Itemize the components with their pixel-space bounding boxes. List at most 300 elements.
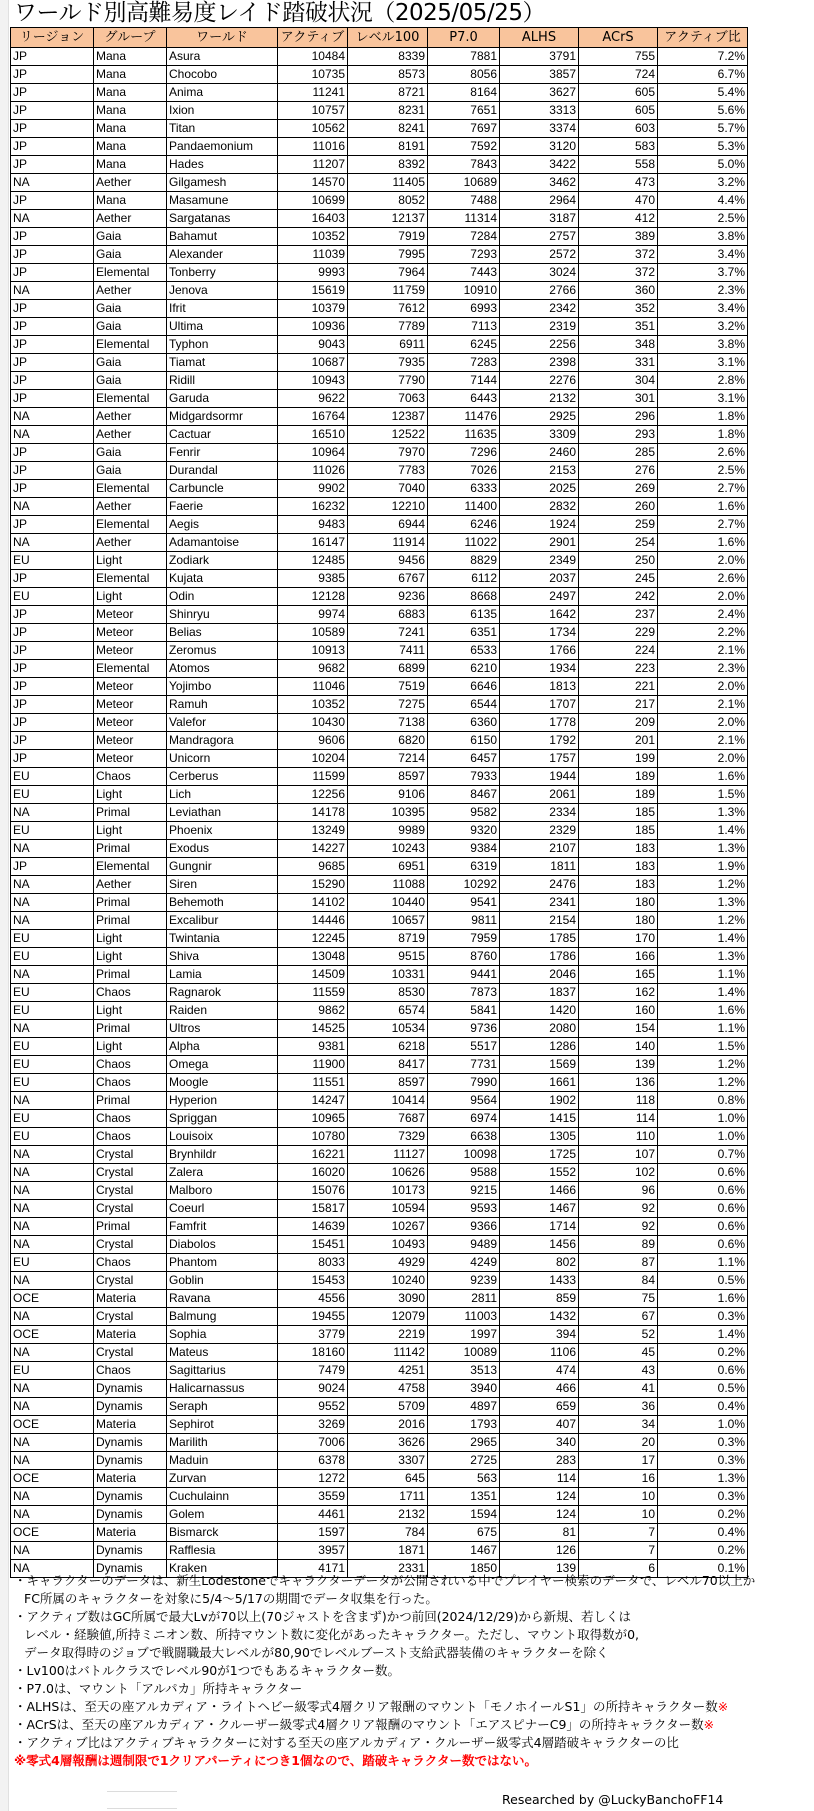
cell-active-ratio[interactable]: 2.3% <box>658 282 748 300</box>
cell-alhs[interactable]: 283 <box>500 1452 579 1470</box>
cell-active-ratio[interactable]: 2.1% <box>658 696 748 714</box>
cell-level100[interactable]: 8191 <box>348 138 428 156</box>
cell-group[interactable]: Primal <box>94 1092 167 1110</box>
cell-region[interactable]: JP <box>11 606 94 624</box>
cell-level100[interactable]: 7919 <box>348 228 428 246</box>
cell-acrs[interactable]: 470 <box>579 192 658 210</box>
cell-region[interactable]: JP <box>11 102 94 120</box>
cell-p70[interactable]: 6974 <box>428 1110 500 1128</box>
cell-active-ratio[interactable]: 2.6% <box>658 444 748 462</box>
cell-acrs[interactable]: 372 <box>579 264 658 282</box>
cell-region[interactable]: JP <box>11 750 94 768</box>
cell-level100[interactable]: 3307 <box>348 1452 428 1470</box>
cell-active[interactable]: 9685 <box>278 858 348 876</box>
cell-group[interactable]: Aether <box>94 282 167 300</box>
cell-alhs[interactable]: 1661 <box>500 1074 579 1092</box>
cell-group[interactable]: Mana <box>94 84 167 102</box>
cell-alhs[interactable]: 3857 <box>500 66 579 84</box>
cell-world[interactable]: Sephirot <box>167 1416 278 1434</box>
cell-group[interactable]: Aether <box>94 408 167 426</box>
cell-active-ratio[interactable]: 1.0% <box>658 1128 748 1146</box>
cell-active[interactable]: 7006 <box>278 1434 348 1452</box>
cell-region[interactable]: JP <box>11 264 94 282</box>
cell-acrs[interactable]: 260 <box>579 498 658 516</box>
cell-active-ratio[interactable]: 0.6% <box>658 1362 748 1380</box>
cell-acrs[interactable]: 224 <box>579 642 658 660</box>
cell-level100[interactable]: 7783 <box>348 462 428 480</box>
cell-level100[interactable]: 11759 <box>348 282 428 300</box>
cell-active-ratio[interactable]: 1.1% <box>658 1254 748 1272</box>
cell-world[interactable]: Hades <box>167 156 278 174</box>
cell-level100[interactable]: 10240 <box>348 1272 428 1290</box>
cell-world[interactable]: Famfrit <box>167 1218 278 1236</box>
cell-region[interactable]: JP <box>11 300 94 318</box>
cell-region[interactable]: JP <box>11 516 94 534</box>
cell-level100[interactable]: 7970 <box>348 444 428 462</box>
cell-active-ratio[interactable]: 3.1% <box>658 390 748 408</box>
cell-group[interactable]: Primal <box>94 804 167 822</box>
cell-alhs[interactable]: 1714 <box>500 1218 579 1236</box>
cell-level100[interactable]: 6911 <box>348 336 428 354</box>
cell-acrs[interactable]: 10 <box>579 1488 658 1506</box>
cell-level100[interactable]: 5709 <box>348 1398 428 1416</box>
cell-region[interactable]: NA <box>11 1092 94 1110</box>
cell-world[interactable]: Zeromus <box>167 642 278 660</box>
cell-group[interactable]: Meteor <box>94 732 167 750</box>
cell-region[interactable]: NA <box>11 894 94 912</box>
cell-group[interactable]: Meteor <box>94 714 167 732</box>
cell-world[interactable]: Alexander <box>167 246 278 264</box>
header-region[interactable]: リージョン <box>11 28 94 48</box>
cell-level100[interactable]: 10534 <box>348 1020 428 1038</box>
cell-p70[interactable]: 675 <box>428 1524 500 1542</box>
cell-world[interactable]: Durandal <box>167 462 278 480</box>
cell-acrs[interactable]: 89 <box>579 1236 658 1254</box>
cell-alhs[interactable]: 2061 <box>500 786 579 804</box>
cell-active-ratio[interactable]: 1.0% <box>658 1110 748 1128</box>
cell-region[interactable]: JP <box>11 372 94 390</box>
cell-active[interactable]: 10352 <box>278 696 348 714</box>
cell-p70[interactable]: 8164 <box>428 84 500 102</box>
cell-active[interactable]: 6378 <box>278 1452 348 1470</box>
cell-active-ratio[interactable]: 2.0% <box>658 552 748 570</box>
cell-region[interactable]: EU <box>11 1128 94 1146</box>
cell-region[interactable]: EU <box>11 786 94 804</box>
cell-level100[interactable]: 7964 <box>348 264 428 282</box>
cell-active-ratio[interactable]: 0.5% <box>658 1272 748 1290</box>
cell-group[interactable]: Primal <box>94 894 167 912</box>
cell-active-ratio[interactable]: 0.2% <box>658 1344 748 1362</box>
cell-active[interactable]: 10964 <box>278 444 348 462</box>
cell-level100[interactable]: 10493 <box>348 1236 428 1254</box>
cell-region[interactable]: OCE <box>11 1416 94 1434</box>
cell-alhs[interactable]: 659 <box>500 1398 579 1416</box>
cell-acrs[interactable]: 185 <box>579 804 658 822</box>
cell-group[interactable]: Light <box>94 1038 167 1056</box>
cell-level100[interactable]: 12079 <box>348 1308 428 1326</box>
cell-acrs[interactable]: 92 <box>579 1218 658 1236</box>
cell-region[interactable]: JP <box>11 138 94 156</box>
cell-level100[interactable]: 7329 <box>348 1128 428 1146</box>
cell-active-ratio[interactable]: 3.8% <box>658 336 748 354</box>
header-active-ratio[interactable]: アクティブ比 <box>658 28 748 48</box>
cell-alhs[interactable]: 1552 <box>500 1164 579 1182</box>
cell-active[interactable]: 14247 <box>278 1092 348 1110</box>
cell-alhs[interactable]: 1707 <box>500 696 579 714</box>
cell-world[interactable]: Midgardsormr <box>167 408 278 426</box>
header-group[interactable]: グループ <box>94 28 167 48</box>
cell-world[interactable]: Behemoth <box>167 894 278 912</box>
cell-group[interactable]: Gaia <box>94 300 167 318</box>
cell-level100[interactable]: 12387 <box>348 408 428 426</box>
cell-group[interactable]: Meteor <box>94 642 167 660</box>
cell-world[interactable]: Shiva <box>167 948 278 966</box>
cell-group[interactable]: Meteor <box>94 696 167 714</box>
cell-alhs[interactable]: 1757 <box>500 750 579 768</box>
cell-level100[interactable]: 10657 <box>348 912 428 930</box>
cell-level100[interactable]: 11127 <box>348 1146 428 1164</box>
cell-level100[interactable]: 8417 <box>348 1056 428 1074</box>
cell-p70[interactable]: 11476 <box>428 408 500 426</box>
cell-acrs[interactable]: 114 <box>579 1110 658 1128</box>
cell-active[interactable]: 10780 <box>278 1128 348 1146</box>
cell-world[interactable]: Anima <box>167 84 278 102</box>
cell-active[interactable]: 16764 <box>278 408 348 426</box>
cell-active-ratio[interactable]: 5.7% <box>658 120 748 138</box>
cell-p70[interactable]: 7990 <box>428 1074 500 1092</box>
cell-world[interactable]: Fenrir <box>167 444 278 462</box>
cell-world[interactable]: Sophia <box>167 1326 278 1344</box>
cell-level100[interactable]: 8530 <box>348 984 428 1002</box>
cell-level100[interactable]: 9989 <box>348 822 428 840</box>
cell-p70[interactable]: 11022 <box>428 534 500 552</box>
cell-p70[interactable]: 7959 <box>428 930 500 948</box>
cell-active-ratio[interactable]: 0.3% <box>658 1488 748 1506</box>
cell-acrs[interactable]: 755 <box>579 48 658 66</box>
cell-p70[interactable]: 6150 <box>428 732 500 750</box>
cell-region[interactable]: JP <box>11 696 94 714</box>
cell-level100[interactable]: 7411 <box>348 642 428 660</box>
cell-world[interactable]: Golem <box>167 1506 278 1524</box>
cell-world[interactable]: Sagittarius <box>167 1362 278 1380</box>
cell-p70[interactable]: 11635 <box>428 426 500 444</box>
cell-alhs[interactable]: 1286 <box>500 1038 579 1056</box>
cell-active[interactable]: 11026 <box>278 462 348 480</box>
cell-region[interactable]: EU <box>11 1362 94 1380</box>
cell-group[interactable]: Primal <box>94 1020 167 1038</box>
cell-active[interactable]: 10913 <box>278 642 348 660</box>
cell-active[interactable]: 16232 <box>278 498 348 516</box>
cell-p70[interactable]: 8668 <box>428 588 500 606</box>
cell-p70[interactable]: 9564 <box>428 1092 500 1110</box>
cell-world[interactable]: Bismarck <box>167 1524 278 1542</box>
cell-level100[interactable]: 8573 <box>348 66 428 84</box>
cell-world[interactable]: Alpha <box>167 1038 278 1056</box>
cell-group[interactable]: Dynamis <box>94 1488 167 1506</box>
cell-alhs[interactable]: 2154 <box>500 912 579 930</box>
cell-region[interactable]: NA <box>11 1236 94 1254</box>
cell-active-ratio[interactable]: 1.3% <box>658 948 748 966</box>
cell-active[interactable]: 12256 <box>278 786 348 804</box>
cell-alhs[interactable]: 2319 <box>500 318 579 336</box>
cell-p70[interactable]: 2725 <box>428 1452 500 1470</box>
cell-acrs[interactable]: 245 <box>579 570 658 588</box>
cell-group[interactable]: Gaia <box>94 354 167 372</box>
cell-world[interactable]: Ultima <box>167 318 278 336</box>
cell-active-ratio[interactable]: 0.6% <box>658 1164 748 1182</box>
cell-alhs[interactable]: 2276 <box>500 372 579 390</box>
cell-region[interactable]: NA <box>11 174 94 192</box>
cell-alhs[interactable]: 2341 <box>500 894 579 912</box>
cell-active-ratio[interactable]: 1.4% <box>658 822 748 840</box>
cell-active[interactable]: 10352 <box>278 228 348 246</box>
cell-p70[interactable]: 1594 <box>428 1506 500 1524</box>
cell-p70[interactable]: 9588 <box>428 1164 500 1182</box>
cell-level100[interactable]: 7214 <box>348 750 428 768</box>
cell-active-ratio[interactable]: 5.3% <box>658 138 748 156</box>
cell-group[interactable]: Dynamis <box>94 1398 167 1416</box>
cell-level100[interactable]: 6574 <box>348 1002 428 1020</box>
cell-level100[interactable]: 3090 <box>348 1290 428 1308</box>
cell-region[interactable]: NA <box>11 534 94 552</box>
cell-level100[interactable]: 10626 <box>348 1164 428 1182</box>
cell-group[interactable]: Materia <box>94 1326 167 1344</box>
cell-level100[interactable]: 9106 <box>348 786 428 804</box>
cell-active[interactable]: 4556 <box>278 1290 348 1308</box>
cell-region[interactable]: NA <box>11 966 94 984</box>
cell-level100[interactable]: 7687 <box>348 1110 428 1128</box>
cell-world[interactable]: Moogle <box>167 1074 278 1092</box>
cell-group[interactable]: Meteor <box>94 750 167 768</box>
cell-world[interactable]: Ragnarok <box>167 984 278 1002</box>
cell-active[interactable]: 14178 <box>278 804 348 822</box>
cell-region[interactable]: EU <box>11 984 94 1002</box>
cell-group[interactable]: Materia <box>94 1416 167 1434</box>
cell-group[interactable]: Chaos <box>94 1074 167 1092</box>
cell-active[interactable]: 9043 <box>278 336 348 354</box>
cell-alhs[interactable]: 3187 <box>500 210 579 228</box>
cell-world[interactable]: Mateus <box>167 1344 278 1362</box>
cell-active[interactable]: 1597 <box>278 1524 348 1542</box>
cell-group[interactable]: Light <box>94 786 167 804</box>
cell-region[interactable]: JP <box>11 858 94 876</box>
cell-level100[interactable]: 645 <box>348 1470 428 1488</box>
cell-group[interactable]: Dynamis <box>94 1560 167 1578</box>
cell-active[interactable]: 10430 <box>278 714 348 732</box>
cell-world[interactable]: Unicorn <box>167 750 278 768</box>
cell-group[interactable]: Gaia <box>94 228 167 246</box>
cell-group[interactable]: Crystal <box>94 1146 167 1164</box>
cell-acrs[interactable]: 724 <box>579 66 658 84</box>
cell-group[interactable]: Light <box>94 552 167 570</box>
cell-world[interactable]: Exodus <box>167 840 278 858</box>
cell-active[interactable]: 14525 <box>278 1020 348 1038</box>
cell-acrs[interactable]: 223 <box>579 660 658 678</box>
cell-acrs[interactable]: 166 <box>579 948 658 966</box>
cell-p70[interactable]: 9320 <box>428 822 500 840</box>
cell-p70[interactable]: 7443 <box>428 264 500 282</box>
cell-group[interactable]: Elemental <box>94 264 167 282</box>
cell-active[interactable]: 14227 <box>278 840 348 858</box>
cell-world[interactable]: Valefor <box>167 714 278 732</box>
cell-group[interactable]: Primal <box>94 966 167 984</box>
cell-active[interactable]: 10484 <box>278 48 348 66</box>
cell-alhs[interactable]: 474 <box>500 1362 579 1380</box>
cell-active-ratio[interactable]: 3.8% <box>658 228 748 246</box>
cell-level100[interactable]: 10173 <box>348 1182 428 1200</box>
cell-alhs[interactable]: 2901 <box>500 534 579 552</box>
cell-region[interactable]: JP <box>11 660 94 678</box>
cell-group[interactable]: Elemental <box>94 390 167 408</box>
cell-level100[interactable]: 10331 <box>348 966 428 984</box>
cell-level100[interactable]: 6820 <box>348 732 428 750</box>
cell-alhs[interactable]: 81 <box>500 1524 579 1542</box>
cell-level100[interactable]: 8719 <box>348 930 428 948</box>
cell-acrs[interactable]: 352 <box>579 300 658 318</box>
cell-world[interactable]: Chocobo <box>167 66 278 84</box>
cell-acrs[interactable]: 259 <box>579 516 658 534</box>
cell-p70[interactable]: 6993 <box>428 300 500 318</box>
cell-alhs[interactable]: 407 <box>500 1416 579 1434</box>
cell-p70[interactable]: 9541 <box>428 894 500 912</box>
header-active[interactable]: アクティブ <box>278 28 348 48</box>
cell-alhs[interactable]: 3422 <box>500 156 579 174</box>
cell-level100[interactable]: 2016 <box>348 1416 428 1434</box>
cell-region[interactable]: NA <box>11 408 94 426</box>
cell-acrs[interactable]: 201 <box>579 732 658 750</box>
cell-world[interactable]: Yojimbo <box>167 678 278 696</box>
cell-active[interactable]: 14509 <box>278 966 348 984</box>
cell-acrs[interactable]: 603 <box>579 120 658 138</box>
cell-acrs[interactable]: 43 <box>579 1362 658 1380</box>
cell-active[interactable]: 9682 <box>278 660 348 678</box>
cell-level100[interactable]: 10440 <box>348 894 428 912</box>
cell-region[interactable]: OCE <box>11 1290 94 1308</box>
cell-acrs[interactable]: 52 <box>579 1326 658 1344</box>
cell-region[interactable]: EU <box>11 768 94 786</box>
cell-world[interactable]: Zodiark <box>167 552 278 570</box>
cell-active-ratio[interactable]: 6.7% <box>658 66 748 84</box>
cell-acrs[interactable]: 17 <box>579 1452 658 1470</box>
cell-p70[interactable]: 8056 <box>428 66 500 84</box>
cell-active-ratio[interactable]: 0.6% <box>658 1218 748 1236</box>
cell-p70[interactable]: 11003 <box>428 1308 500 1326</box>
cell-group[interactable]: Elemental <box>94 336 167 354</box>
cell-group[interactable]: Chaos <box>94 1254 167 1272</box>
cell-active[interactable]: 10562 <box>278 120 348 138</box>
cell-p70[interactable]: 7113 <box>428 318 500 336</box>
cell-active[interactable]: 10735 <box>278 66 348 84</box>
cell-acrs[interactable]: 189 <box>579 768 658 786</box>
cell-active[interactable]: 9993 <box>278 264 348 282</box>
cell-group[interactable]: Aether <box>94 498 167 516</box>
cell-p70[interactable]: 5841 <box>428 1002 500 1020</box>
cell-alhs[interactable]: 3313 <box>500 102 579 120</box>
cell-group[interactable]: Dynamis <box>94 1452 167 1470</box>
cell-group[interactable]: Crystal <box>94 1164 167 1182</box>
cell-active[interactable]: 10943 <box>278 372 348 390</box>
cell-acrs[interactable]: 605 <box>579 102 658 120</box>
cell-active[interactable]: 10757 <box>278 102 348 120</box>
cell-region[interactable]: JP <box>11 228 94 246</box>
cell-world[interactable]: Gilgamesh <box>167 174 278 192</box>
cell-active[interactable]: 10687 <box>278 354 348 372</box>
cell-active-ratio[interactable]: 0.8% <box>658 1092 748 1110</box>
cell-region[interactable]: NA <box>11 1452 94 1470</box>
cell-active-ratio[interactable]: 3.7% <box>658 264 748 282</box>
cell-group[interactable]: Aether <box>94 210 167 228</box>
cell-region[interactable]: NA <box>11 1146 94 1164</box>
cell-alhs[interactable]: 1456 <box>500 1236 579 1254</box>
cell-world[interactable]: Seraph <box>167 1398 278 1416</box>
cell-acrs[interactable]: 285 <box>579 444 658 462</box>
cell-p70[interactable]: 11314 <box>428 210 500 228</box>
cell-alhs[interactable]: 2832 <box>500 498 579 516</box>
cell-region[interactable]: JP <box>11 336 94 354</box>
cell-acrs[interactable]: 107 <box>579 1146 658 1164</box>
cell-level100[interactable]: 7275 <box>348 696 428 714</box>
cell-world[interactable]: Faerie <box>167 498 278 516</box>
cell-level100[interactable]: 784 <box>348 1524 428 1542</box>
cell-group[interactable]: Chaos <box>94 1362 167 1380</box>
cell-world[interactable]: Sargatanas <box>167 210 278 228</box>
cell-alhs[interactable]: 124 <box>500 1488 579 1506</box>
cell-region[interactable]: JP <box>11 678 94 696</box>
cell-level100[interactable]: 11088 <box>348 876 428 894</box>
cell-region[interactable]: JP <box>11 624 94 642</box>
cell-world[interactable]: Phantom <box>167 1254 278 1272</box>
cell-active-ratio[interactable]: 1.4% <box>658 984 748 1002</box>
cell-active-ratio[interactable]: 1.4% <box>658 930 748 948</box>
cell-p70[interactable]: 10098 <box>428 1146 500 1164</box>
cell-group[interactable]: Crystal <box>94 1344 167 1362</box>
cell-active-ratio[interactable]: 0.5% <box>658 1380 748 1398</box>
cell-group[interactable]: Meteor <box>94 606 167 624</box>
cell-level100[interactable]: 7040 <box>348 480 428 498</box>
cell-region[interactable]: NA <box>11 1380 94 1398</box>
cell-level100[interactable]: 10395 <box>348 804 428 822</box>
cell-region[interactable]: NA <box>11 1434 94 1452</box>
cell-acrs[interactable]: 110 <box>579 1128 658 1146</box>
cell-p70[interactable]: 9441 <box>428 966 500 984</box>
cell-region[interactable]: NA <box>11 498 94 516</box>
header-level100[interactable]: レベル100 <box>348 28 428 48</box>
cell-alhs[interactable]: 2153 <box>500 462 579 480</box>
cell-acrs[interactable]: 36 <box>579 1398 658 1416</box>
cell-alhs[interactable]: 1944 <box>500 768 579 786</box>
cell-active-ratio[interactable]: 1.2% <box>658 1056 748 1074</box>
cell-active-ratio[interactable]: 2.6% <box>658 570 748 588</box>
cell-alhs[interactable]: 1813 <box>500 678 579 696</box>
cell-active-ratio[interactable]: 1.6% <box>658 768 748 786</box>
cell-group[interactable]: Meteor <box>94 678 167 696</box>
cell-group[interactable]: Elemental <box>94 858 167 876</box>
cell-acrs[interactable]: 199 <box>579 750 658 768</box>
cell-world[interactable]: Omega <box>167 1056 278 1074</box>
cell-level100[interactable]: 8721 <box>348 84 428 102</box>
cell-active-ratio[interactable]: 4.4% <box>658 192 748 210</box>
cell-level100[interactable]: 8597 <box>348 768 428 786</box>
cell-region[interactable]: NA <box>11 840 94 858</box>
cell-region[interactable]: JP <box>11 462 94 480</box>
cell-world[interactable]: Ridill <box>167 372 278 390</box>
cell-group[interactable]: Crystal <box>94 1236 167 1254</box>
cell-active[interactable]: 8033 <box>278 1254 348 1272</box>
cell-active-ratio[interactable]: 2.5% <box>658 210 748 228</box>
cell-level100[interactable]: 9236 <box>348 588 428 606</box>
cell-world[interactable]: Odin <box>167 588 278 606</box>
cell-group[interactable]: Meteor <box>94 624 167 642</box>
